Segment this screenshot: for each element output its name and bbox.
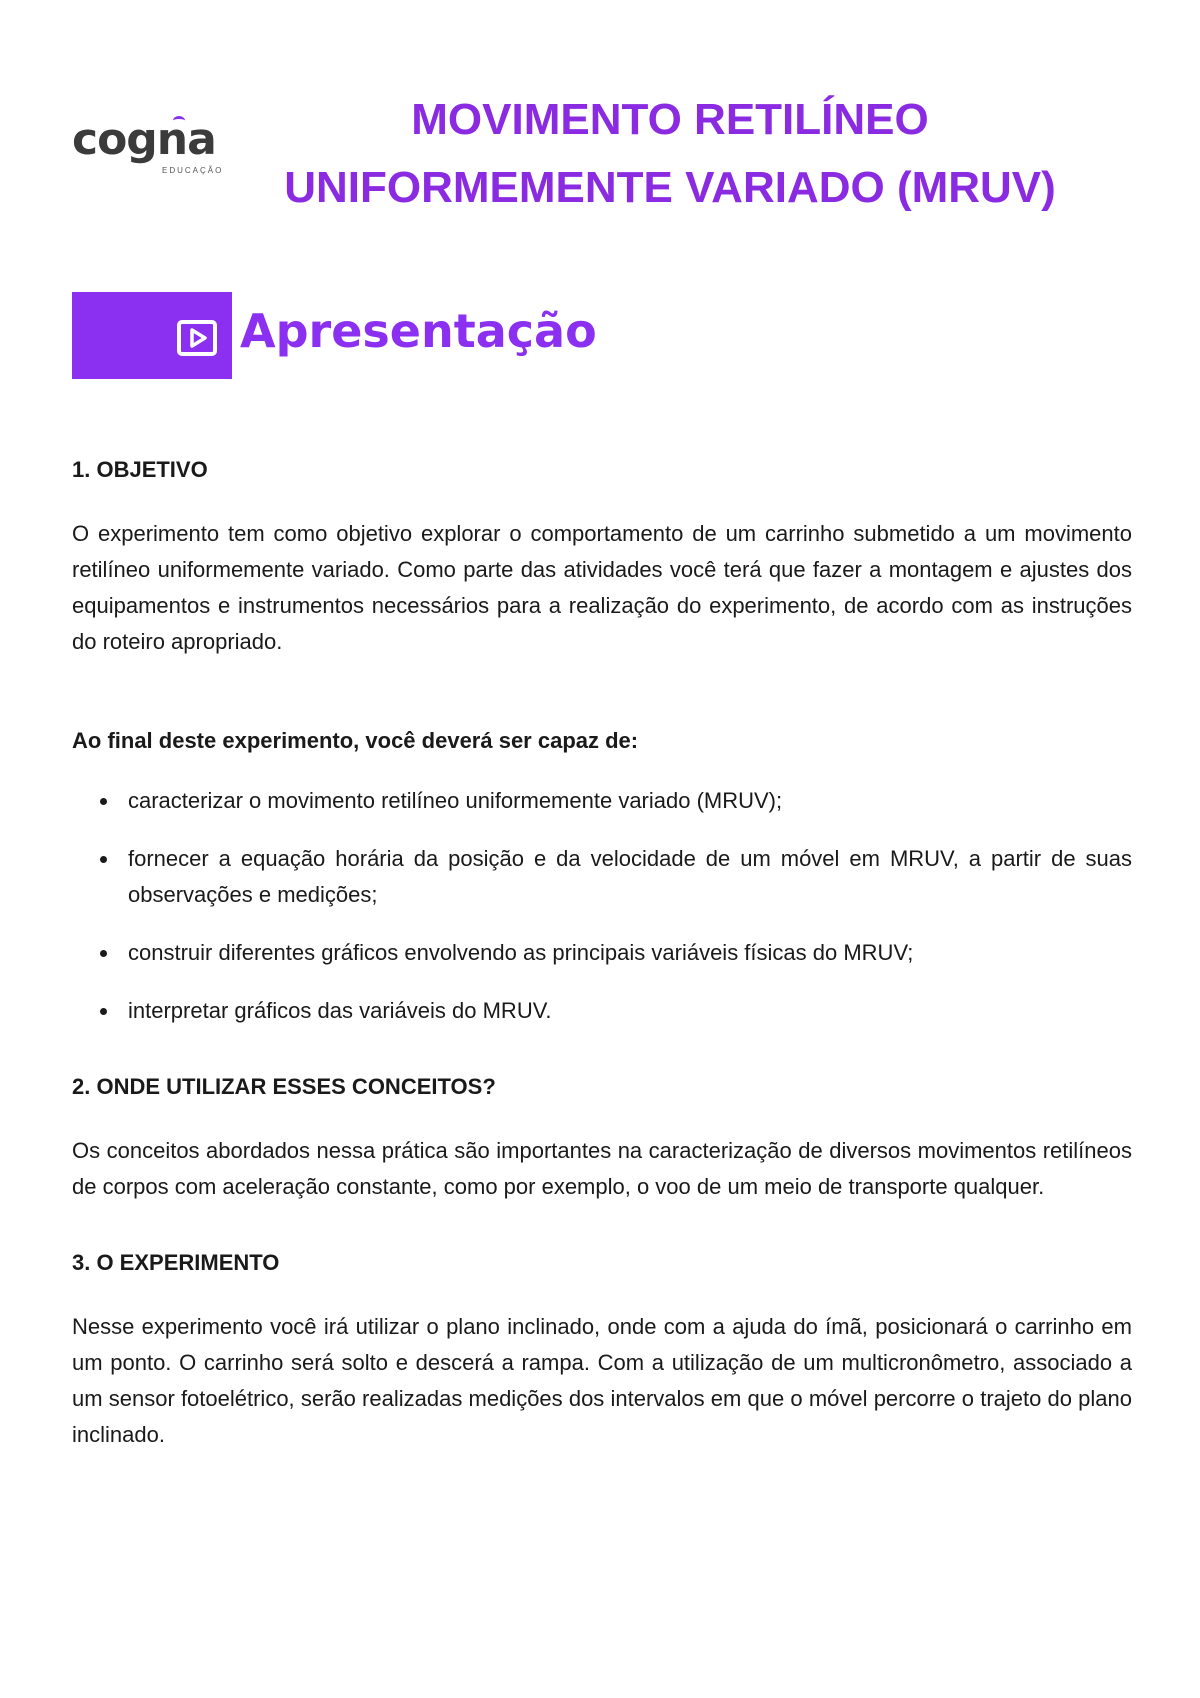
cogna-logo xyxy=(72,114,224,190)
list-item: caracterizar o movimento retilíneo uniformemente variado (MRUV); xyxy=(72,783,1132,819)
logo-text: cogna xyxy=(72,114,216,165)
usage-heading: 2. ONDE UTILIZAR ESSES CONCEITOS? xyxy=(72,1074,496,1099)
document-body xyxy=(72,452,1132,1453)
logo-subtitle: EDUCAÇÃO xyxy=(162,166,224,175)
goals-list xyxy=(72,783,1132,1029)
objective-paragraph: O experimento tem como objetivo explorar o comportamento de um carrinho submetido a um movimento retilíneo uniformemente variado. Como parte das atividades você terá que fazer a montagem e ajustes dos equipamentos e instrumentos necessários para a realização do experimento, de acordo com as instruções do roteiro apropriado. xyxy=(72,521,1132,654)
experiment-heading: 3. O EXPERIMENTO xyxy=(72,1250,280,1275)
page-title xyxy=(230,86,1110,222)
objective-heading: 1. OBJETIVO xyxy=(72,457,208,482)
list-item: interpretar gráficos das variáveis do MRUV. xyxy=(72,993,1132,1029)
experiment-paragraph: Nesse experimento você irá utilizar o plano inclinado, onde com a ajuda do ímã, posicionará o carrinho em um ponto. O carrinho será solto e descerá a rampa. Com a utilização de um multicronômetro, associado a um sensor fotoelétrico, serão realizadas medições dos intervalos em que o móvel percorre o trajeto do plano inclinado. xyxy=(72,1314,1132,1447)
page-title-line-2: UNIFORMEMENTE VARIADO (MRUV) xyxy=(284,163,1056,212)
goals-heading: Ao final deste experimento, você deverá ser capaz de: xyxy=(72,728,639,753)
play-icon xyxy=(176,319,218,357)
list-item: fornecer a equação horária da posição e da velocidade de um móvel em MRUV, a partir de suas observações e medições; xyxy=(72,841,1132,913)
page-title-line-1: MOVIMENTO RETILÍNEO xyxy=(411,95,929,144)
section-title: Apresentação xyxy=(240,304,597,358)
usage-paragraph: Os conceitos abordados nessa prática são importantes na caracterização de diversos movimentos retilíneos de corpos com aceleração constante, como por exemplo, o voo de um meio de transporte qualquer. xyxy=(72,1138,1132,1199)
list-item: construir diferentes gráficos envolvendo as principais variáveis físicas do MRUV; xyxy=(72,935,1132,971)
logo-accent-icon xyxy=(173,116,185,125)
